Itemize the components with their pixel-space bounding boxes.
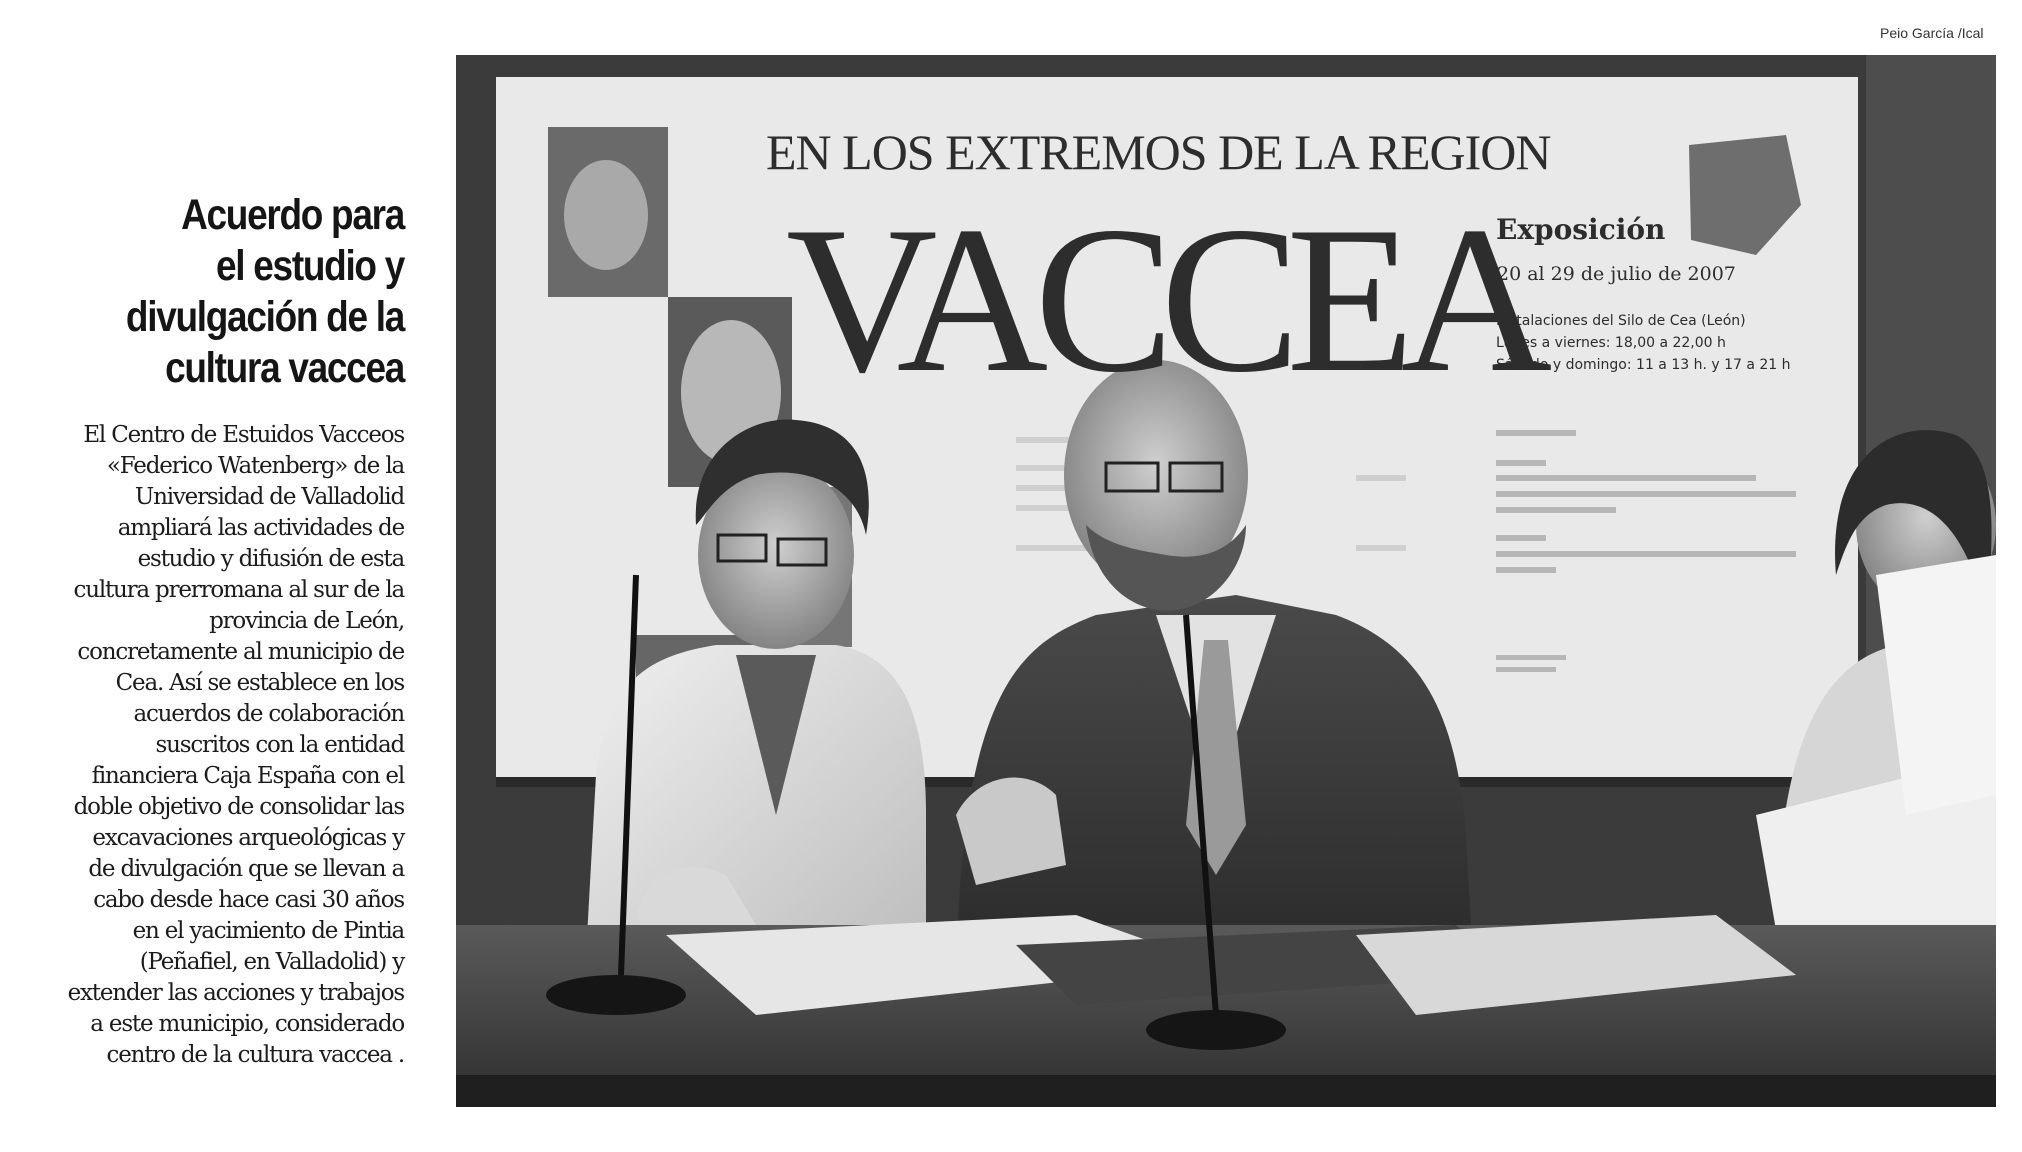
article-body (0, 420, 404, 1071)
body-line: concretamente al municipio de (77, 639, 404, 665)
body-line: suscritos con la entidad (155, 732, 404, 758)
body-line: Universidad de Valladolid (134, 484, 404, 510)
body-line: cabo desde hace casi 30 años (93, 887, 404, 913)
body-line: ampliará las actividades de (117, 515, 404, 541)
press-photo (456, 55, 1996, 1107)
body-line: El Centro de Estuidos Vacceos (83, 422, 404, 448)
banner-venue: Instalaciones del Silo de Cea (León) (1496, 313, 1746, 329)
body-line: (Peñafiel, en Valladolid) y (139, 949, 404, 975)
headline-line: divulgación de la (125, 293, 404, 341)
table-edge (456, 1075, 1996, 1107)
article-column (0, 190, 404, 1071)
banner-dates: 20 al 29 de julio de 2007 (1497, 263, 1736, 285)
body-line: cultura prerromana al sur de la (73, 577, 404, 603)
headline (57, 190, 404, 394)
headline-line: Acuerdo para (181, 191, 404, 239)
banner-tagline: EN LOS EXTREMOS DE LA REGION (766, 124, 1551, 180)
microphone-center-base (1146, 1010, 1286, 1050)
body-line: estudio y difusión de esta (137, 546, 404, 572)
banner-exhibition-label: Exposición (1496, 213, 1666, 246)
headline-line: cultura vaccea (165, 344, 404, 392)
headline-line: el estudio y (216, 242, 404, 290)
artefact-image-1-detail (564, 160, 648, 270)
body-line: de divulgación que se llevan a (88, 856, 404, 882)
body-line: «Federico Watenberg» de la (106, 453, 404, 479)
banner-title: VACCEA (786, 184, 1539, 416)
body-line: centro de la cultura vaccea . (106, 1042, 404, 1068)
body-line: acuerdos de colaboración (133, 701, 404, 727)
body-line: a este municipio, considerado (90, 1011, 404, 1037)
body-line: financiera Caja España con el (91, 763, 404, 789)
body-line: en el yacimiento de Pintia (132, 918, 404, 944)
body-line: excavaciones arqueológicas y (92, 825, 404, 851)
photo-credit: Peio García /Ical (1880, 25, 1984, 41)
body-line: Cea. Así se establece en los (115, 670, 404, 696)
banner-weekday-hours: Lunes a viernes: 18,00 a 22,00 h (1496, 335, 1726, 351)
body-line: extender las acciones y trabajos (67, 980, 404, 1006)
body-line: provincia de León, (209, 608, 404, 634)
body-line: doble objetivo de consolidar las (73, 794, 404, 820)
microphone-left-base (546, 975, 686, 1015)
photo-illustration (456, 55, 1996, 1107)
banner-weekend-hours: Sábado y domingo: 11 a 13 h. y 17 a 21 h (1496, 357, 1791, 373)
